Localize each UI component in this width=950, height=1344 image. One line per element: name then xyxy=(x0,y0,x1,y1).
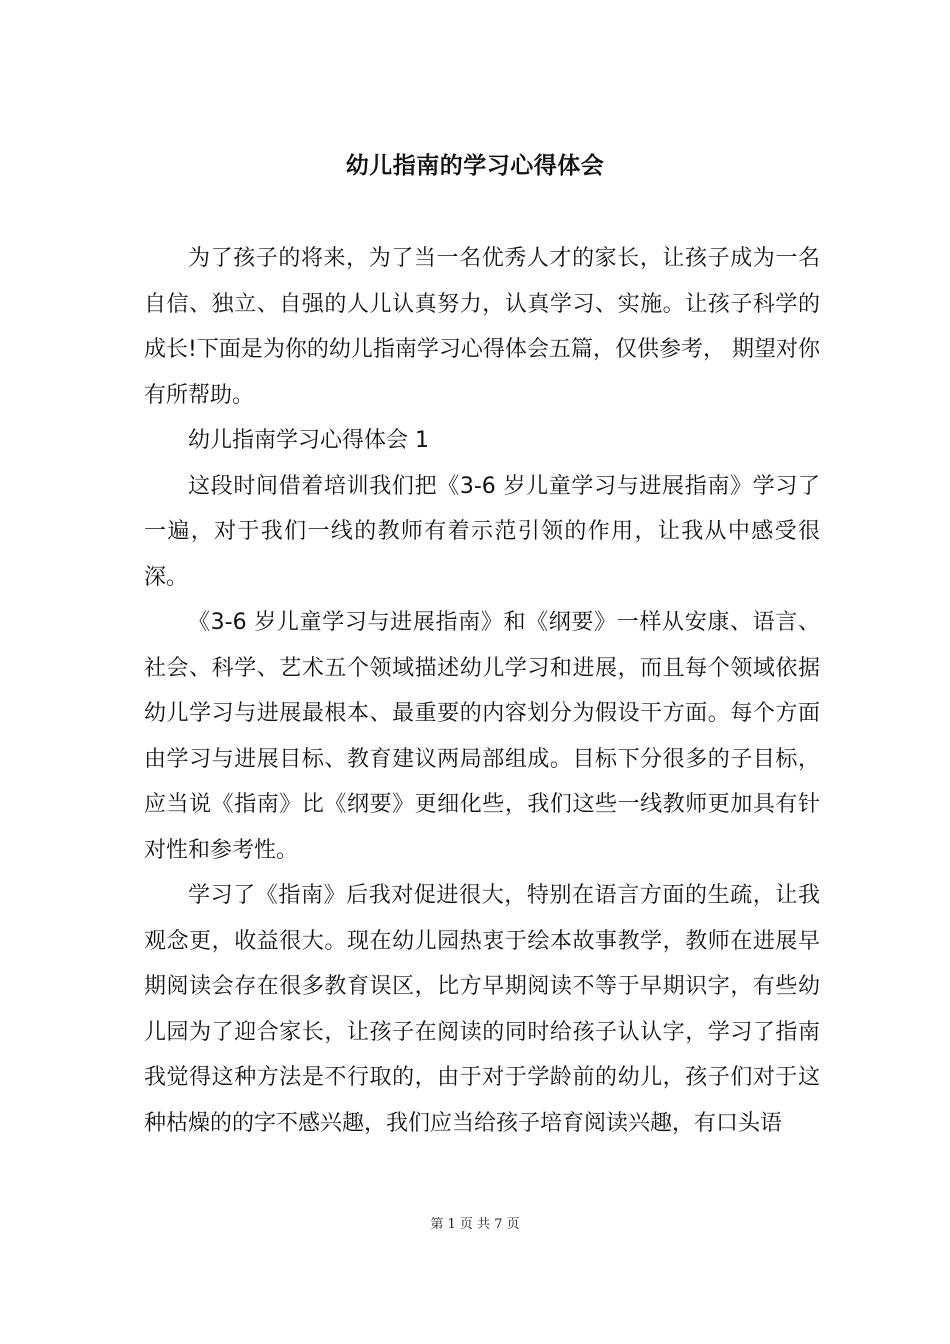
document-body xyxy=(144,236,820,1146)
document-title: 幼儿指南的学习心得体会 xyxy=(345,152,605,179)
paragraph-intro: 为了孩子的将来，为了当一名优秀人才的家长，让孩子成为一名自信、独立、自强的人儿认真努力，认真学习、实施。让孩子科学的成长!下面是为你的幼儿指南学习心得体会五篇，仅供参考， 期望对你有所帮助。 xyxy=(144,246,820,408)
paragraph: 《3-6 岁儿童学习与进展指南》和《纲要》一样从安康、语言、社会、科学、艺术五个领域描述幼儿学习和进展，而且每个领域依据幼儿学习与进展最根本、最重要的内容划分为假设干方面。每个方面由学习与进展目标、教育建议两局部组成。目标下分很多的子目标，应当说《指南》比《纲要》更细化些，我们这些一线教师更加具有针对性和参考性。 xyxy=(144,610,820,863)
page-number-footer: 第 1 页 共 7 页 xyxy=(430,1217,520,1232)
paragraph: 这段时间借着培训我们把《3-6 岁儿童学习与进展指南》学习了一遍，对于我们一线的教师有着示范引领的作用，让我从中感受很深。 xyxy=(144,473,820,590)
paragraph: 学习了《指南》后我对促进很大，特别在语言方面的生疏，让我观念更，收益很大。现在幼儿园热衷于绘本故事教学，教师在进展早期阅读会存在很多教育误区，比方早期阅读不等于早期识字，有些幼儿园为了迎合家长，让孩子在阅读的同时给孩子认认字，学习了指南我觉得这种方法是不行取的，由于对于学龄前的幼儿，孩子们对于这种枯燥的的字不感兴趣，我们应当给孩子培育阅读兴趣，有口头语 xyxy=(144,883,820,1136)
section-heading: 幼儿指南学习心得体会 1 xyxy=(188,428,429,453)
